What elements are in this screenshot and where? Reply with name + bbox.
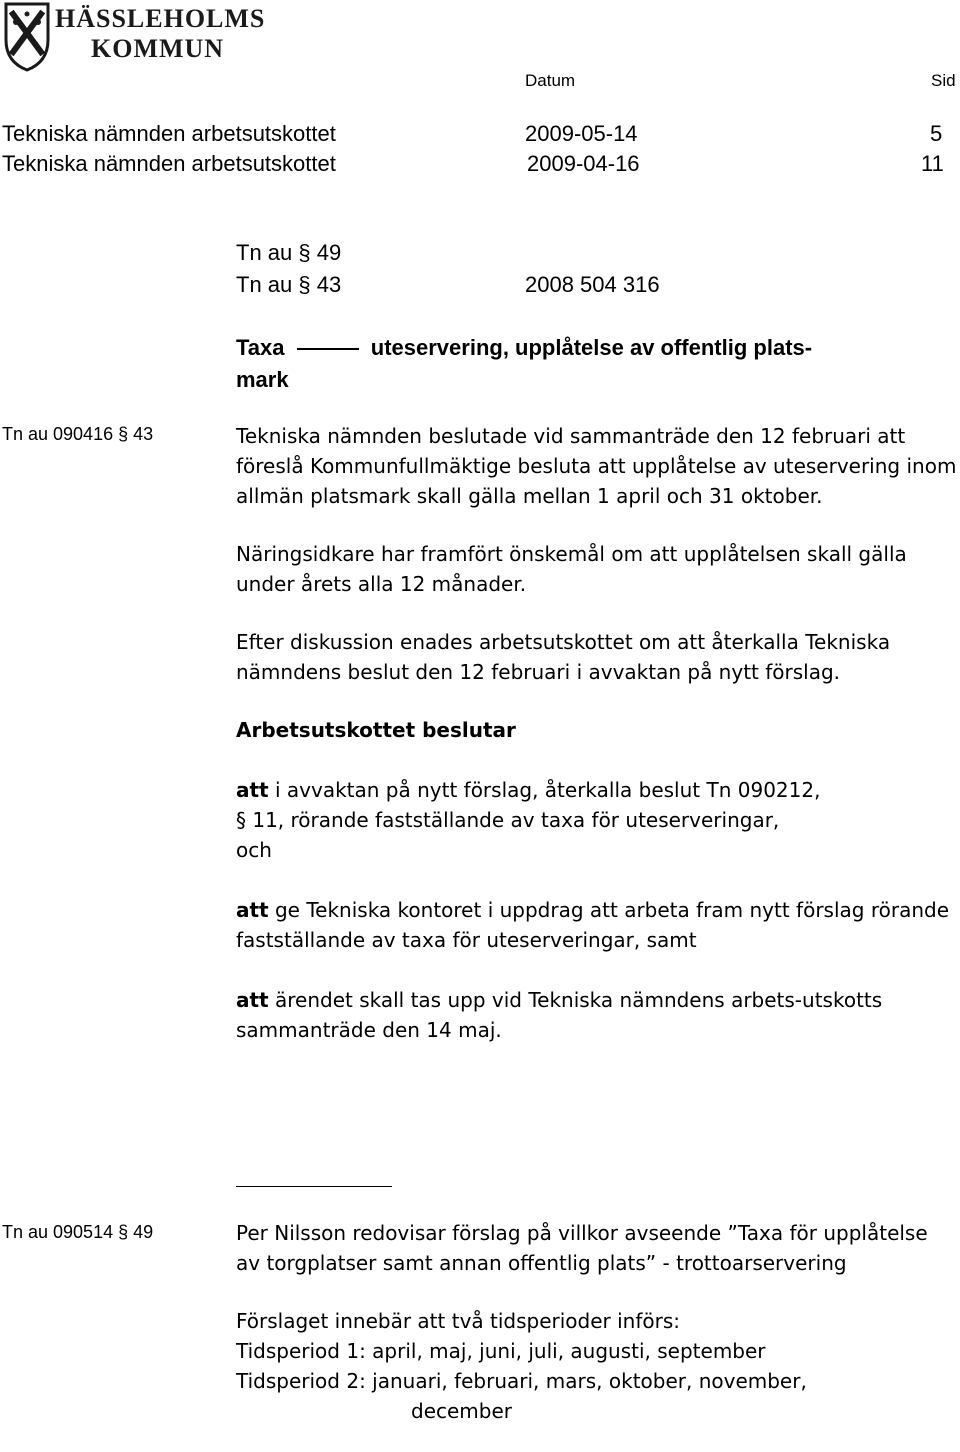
paragraph: Tekniska nämnden beslutade vid sammanträde den 12 februari att föreslå Kommunfullmäktige besluta att upplåtelse av uteservering inom allmän platsmark skall gälla mellan 1 april och 31 oktober.: [236, 424, 957, 508]
title-rest: uteservering, upplåtelse av offentlig plats-: [370, 335, 813, 360]
section-sign: §: [298, 272, 311, 297]
section-ref-43: [236, 272, 341, 298]
coat-of-arms-icon: [0, 0, 54, 72]
decision-item: [236, 895, 958, 955]
decision-keyword: att: [236, 988, 269, 1012]
org-name-line1: HÄSSLEHOLMS: [55, 4, 266, 33]
decision-text: och: [236, 838, 272, 862]
title-line2: mark: [236, 367, 289, 392]
meeting-page: 5: [930, 121, 943, 146]
column-header-datum: Datum: [525, 71, 576, 90]
decision-text: i avvaktan på nytt förslag, återkalla beslut Tn 090212,: [274, 778, 821, 802]
section-divider: [236, 1186, 392, 1187]
meeting-date: 2009-04-16: [527, 151, 640, 176]
period-months: januari, februari, mars, oktober, november,: [372, 1369, 807, 1393]
case-ref-number: 43: [133, 424, 154, 444]
section-title: [236, 332, 812, 396]
period-label: Tidsperiod 1:: [236, 1339, 366, 1363]
case-margin-ref: [2, 424, 153, 445]
decision-keyword: att: [236, 898, 269, 922]
case-body: [236, 421, 958, 1045]
case-body: [236, 1218, 958, 1426]
period-row: [236, 1366, 958, 1426]
decision-text: ärendet skall tas upp vid Tekniska nämndens arbets-utskotts sammanträde den 14 maj.: [236, 988, 883, 1042]
decision-heading: Arbetsutskottet beslutar: [236, 718, 516, 742]
ref-prefix: Tn au: [236, 240, 293, 265]
period-months: april, maj, juni, juli, augusti, september: [372, 1339, 766, 1363]
proposal-heading: Förslaget innebär att två tidsperioder införs:: [236, 1309, 681, 1333]
ref-prefix: Tn au: [236, 272, 293, 297]
decision-item: [236, 985, 958, 1045]
period-label: Tidsperiod 2:: [236, 1369, 366, 1393]
ref-number: 49: [316, 240, 342, 265]
section-sign: §: [118, 424, 129, 444]
meeting-page: 11: [921, 151, 944, 176]
title-prefix: Taxa: [236, 335, 285, 360]
paragraph: Efter diskussion enades arbetsutskottet om att återkalla Tekniska nämndens beslut den 12 februari i avvaktan på nytt förslag.: [236, 630, 891, 684]
decision-item: [236, 775, 958, 865]
case-margin-ref: [2, 1222, 153, 1243]
case-ref-label: Tn au 090416: [2, 424, 114, 444]
title-dash: [297, 348, 359, 350]
period-row: [236, 1336, 958, 1366]
decision-text: 11, rörande fastställande av taxa för uteserveringar,: [252, 808, 780, 832]
period-continuation: december: [411, 1399, 513, 1423]
meeting-date: 2009-05-14: [525, 121, 638, 146]
section-sign: §: [118, 1222, 129, 1242]
case-ref-label: Tn au 090514: [2, 1222, 114, 1242]
decision-keyword: att: [236, 778, 269, 802]
paragraph: Per Nilsson redovisar förslag på villkor avseende ”Taxa för upplåtelse av torgplatser samt annan offentlig plats” - trottoarservering: [236, 1221, 928, 1275]
case-ref-number: 49: [133, 1222, 154, 1242]
ref-number: 43: [316, 272, 342, 297]
section-sign: §: [298, 240, 311, 265]
meeting-name: Tekniska nämnden arbetsutskottet: [2, 121, 336, 146]
diary-number: 2008 504 316: [525, 272, 660, 297]
section-ref-49: [236, 240, 341, 266]
section-sign: §: [236, 808, 246, 832]
org-name-line2: KOMMUN: [91, 34, 225, 63]
column-header-sid: Sid: [931, 71, 956, 90]
meeting-name: Tekniska nämnden arbetsutskottet: [2, 151, 336, 176]
decision-text: ge Tekniska kontoret i uppdrag att arbeta fram nytt förslag rörande fastställande av taxa för uteserveringar, samt: [236, 898, 949, 952]
paragraph: Näringsidkare har framfört önskemål om att upplåtelsen skall gälla under årets alla 12 månader.: [236, 542, 907, 596]
